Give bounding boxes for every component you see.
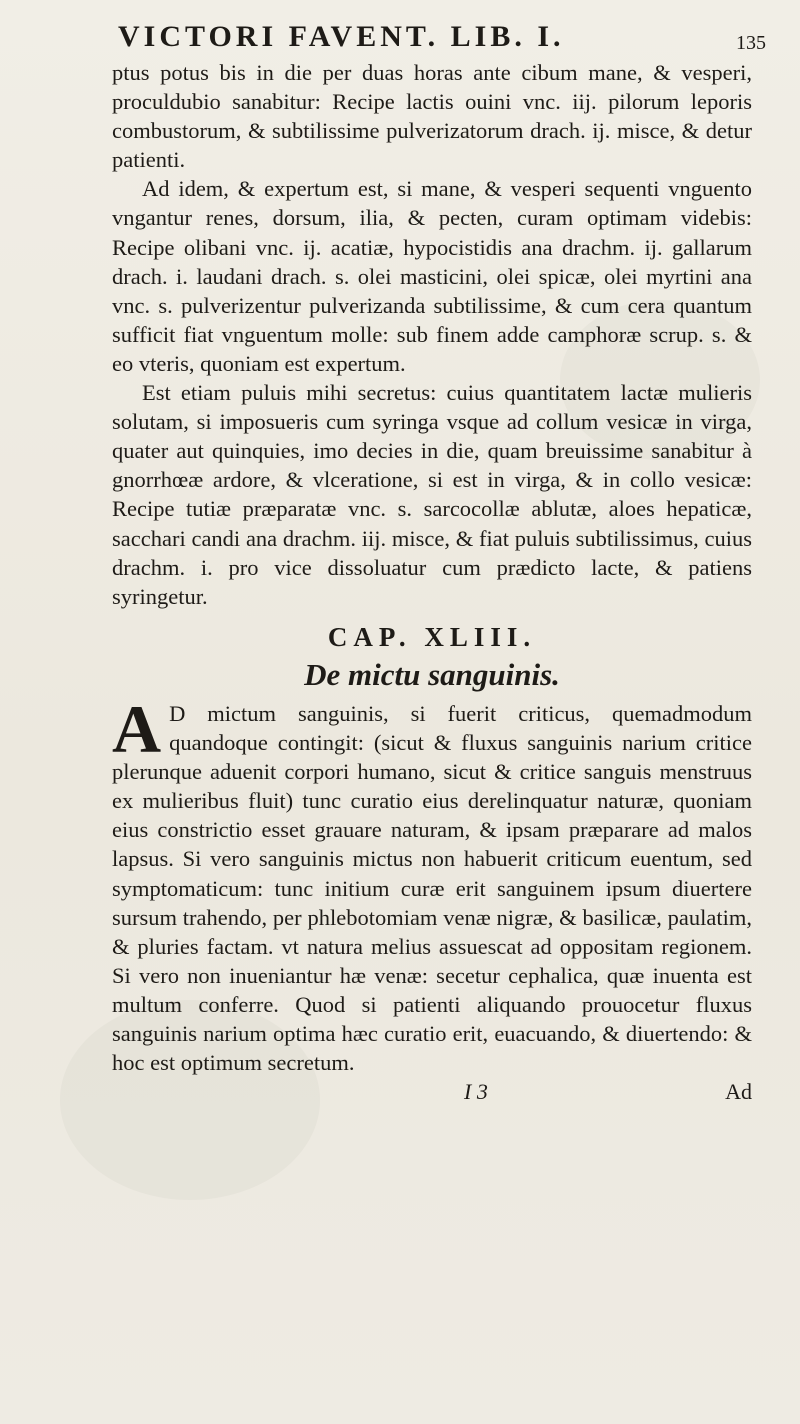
main-text [112, 58, 752, 1105]
paragraph-1: ptus potus bis in die per duas horas ante cibum mane, & vesperi, proculdubio sanabitur: Recipe lactis ouini vnc. iij. pilorum leporis combustorum, & subtilissime pulverizatorum drach. ij. misce, & detur patienti. [112, 60, 752, 173]
page-header [0, 20, 800, 60]
drop-cap: A [112, 690, 162, 767]
paragraph-2: Ad idem, & expertum est, si mane, & vesperi sequenti vnguento vngantur renes, dorsum, ilia, & pecten, curam optimam videbis: Recipe olibani vnc. ij. acatiæ, hypocistidis ana drachm. ij. gallarum drach. i. laudani drach. s. olei masticini, olei spicæ, olei myrtini ana vnc. s. pulverizentur pulverizanda subtilissime, & cum cera quantum sufficit fiat vnguentum molle: sub finem adde camphoræ scrup. s. & eo vteris, quoniam est expertum. [112, 176, 752, 376]
signature-mark: I 3 [464, 1079, 488, 1105]
chapter-heading: CAP. XLIII. [327, 621, 537, 652]
chapter-title: De mictu sanguinis. [304, 656, 560, 692]
catchword: Ad [725, 1079, 752, 1105]
chapter-body: D mictum sanguinis, si fuerit criticus, quemadmodum quandoque contingit: (sicut & fluxus sanguinis narium critice plerunque aduenit corpori humano, sicut & critice sanguis menstruus ex mulieribus fluit) tunc curatio eius derelinquatur naturæ, quoniam eius constrictio esset grauare naturam, & ipsam præparare ad malos lapsus. Si vero sanguinis mictus non habuerit criticum euentum, sed symptomaticum: tunc initium curæ erit sanguinem ipsum diuertere sursum trahendo, per phlebotomiam venæ nigræ, & basilicæ, paulatim, & pluries factam. vt natura melius assuescat ad oppositam regionem. Si vero non inueniantur hæ venæ: secetur cephalica, quæ inuenta est multum conferre. Quod si patienti aliquando prouocetur fluxus sanguinis narium optima hæc curatio erit, euacuando, & diuertendo: & hoc est optimum secretum. [112, 700, 752, 1076]
paragraph-3: Est etiam puluis mihi secretus: cuius quantitatem lactæ mulieris solutam, si imposueris cum syringa vsque ad collum vesicæ in virga, quater aut quinquies, imo decies in die, quam breuissime sanabitur à gnorrhœæ ardore, & vlceratione, si est in virga, & in collo vesicæ: Recipe tutiæ præparatæ vnc. s. sarcocollæ ablutæ, aloes hepaticæ, sacchari candi ana drachm. iij. misce, & fiat puluis subtilissimus, cuius drachm. i. pro vice dissoluatur cum prædicto lacte, & patiens syringetur. [112, 380, 752, 609]
page-number: 135 [736, 32, 766, 54]
page-footer [112, 1077, 752, 1105]
running-head: VICTORI FAVENT. LIB. I. [118, 20, 565, 53]
chapter-paragraph [112, 690, 752, 1077]
